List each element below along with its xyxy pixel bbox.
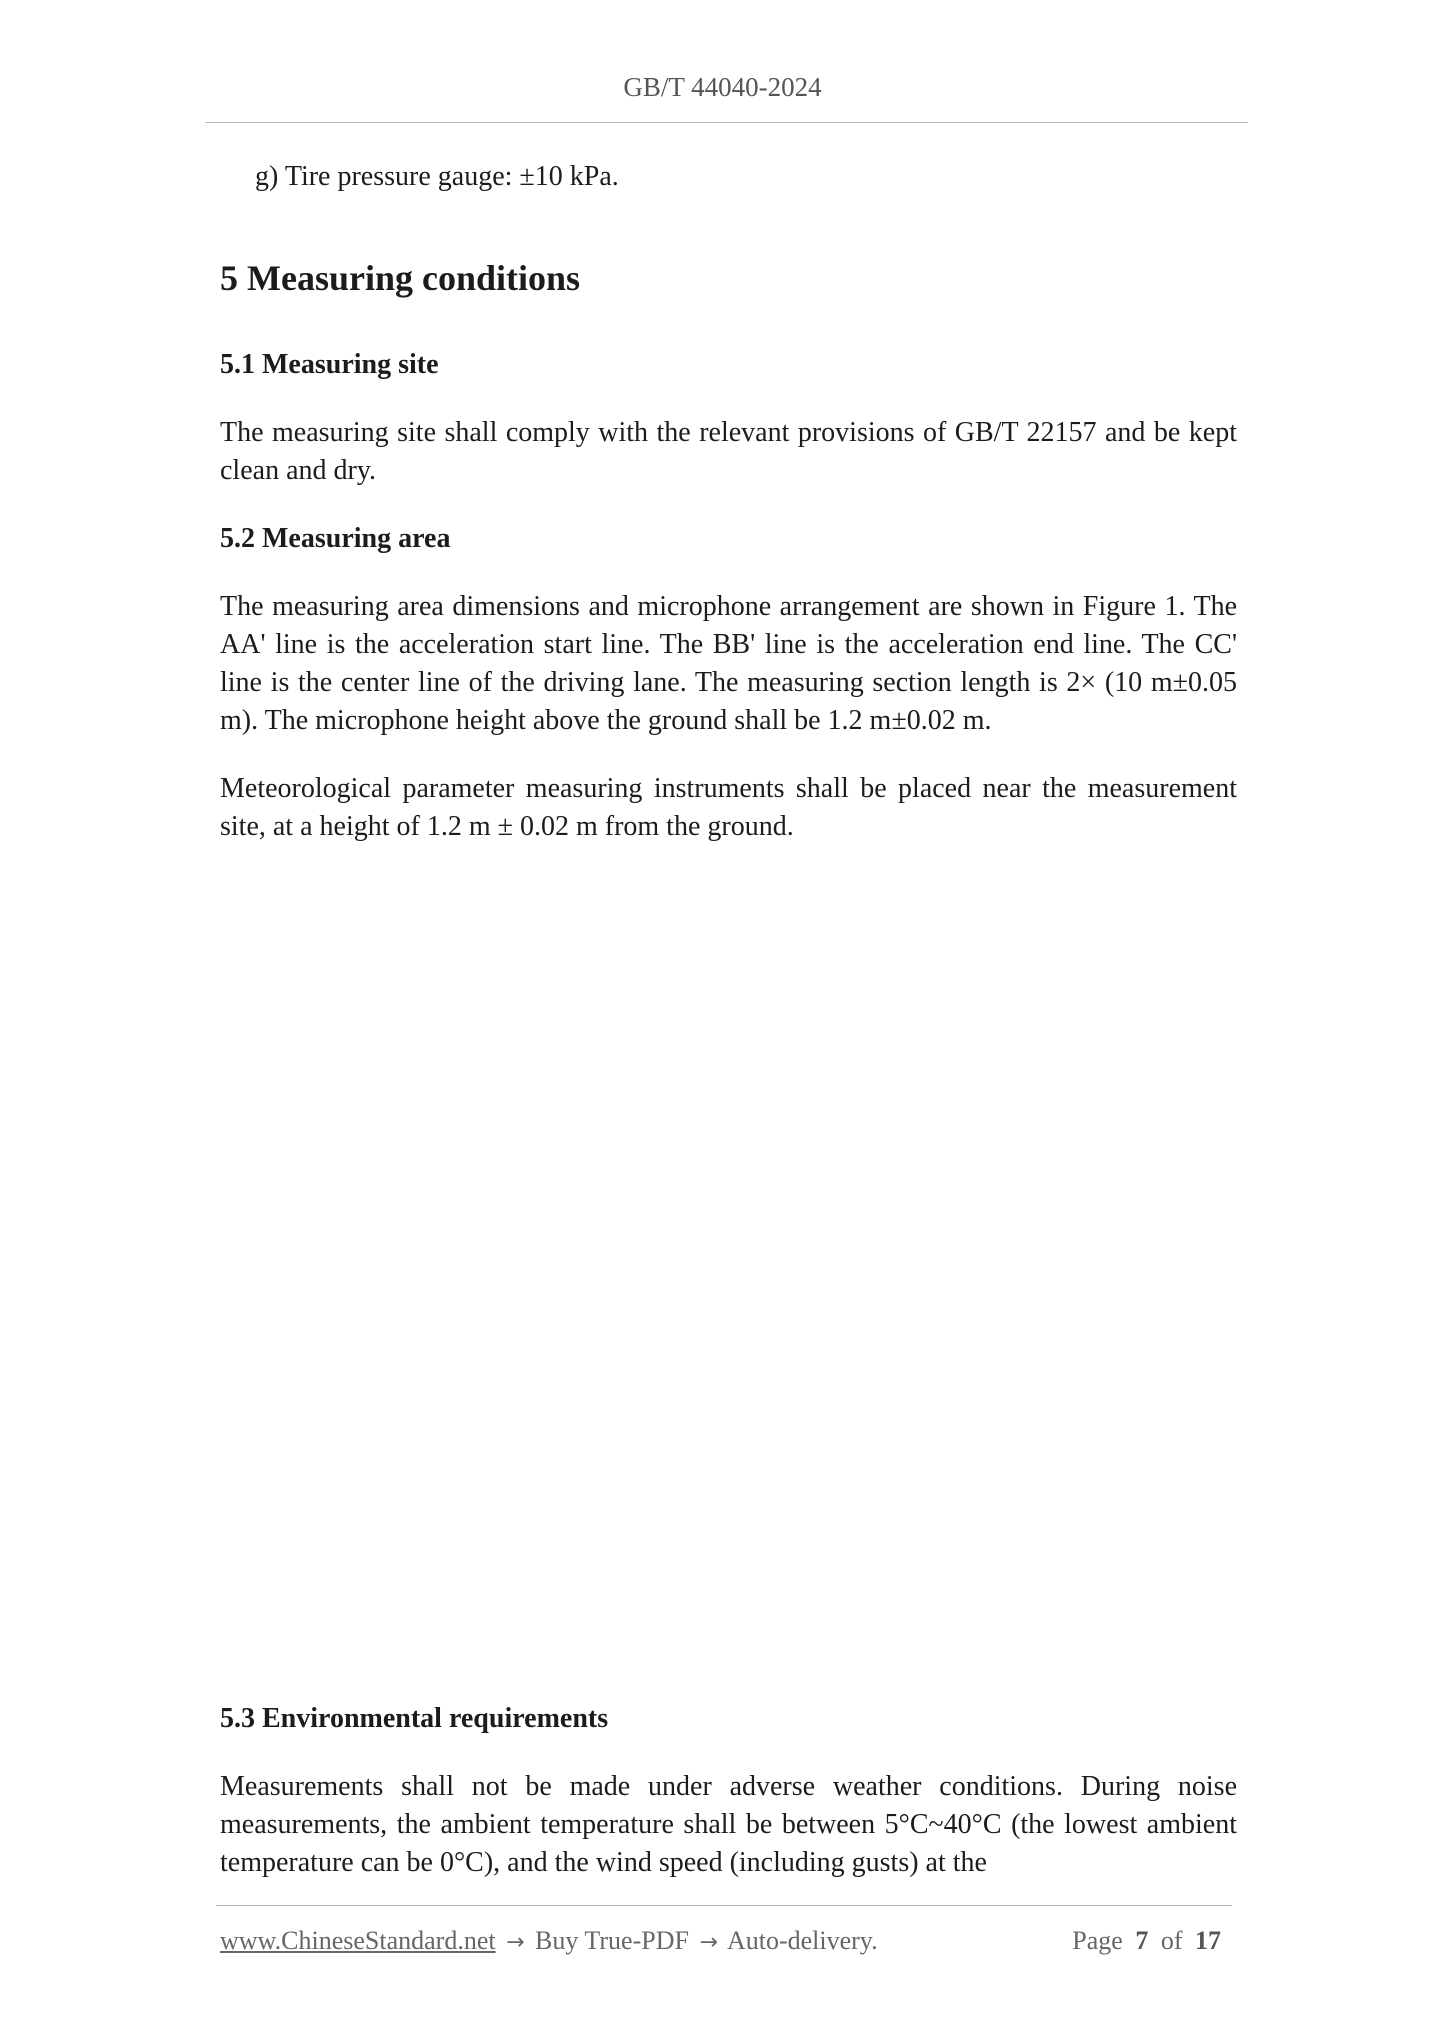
section-5-2-paragraph-2: Meteorological parameter measuring instruments shall be placed near the measurement site, at a height of 1.2 m ± 0.02 m from the ground. (220, 773, 1237, 842)
page-indicator (1072, 1924, 1227, 1958)
page-total: 17 (1195, 1926, 1221, 1955)
page-number: 7 (1135, 1926, 1149, 1955)
section-5-1-paragraph: The measuring site shall comply with the relevant provisions of GB/T 22157 and be kept clean and dry. (220, 417, 1237, 486)
website-link[interactable]: www.ChineseStandard.net (220, 1926, 496, 1955)
footer-links (220, 1924, 878, 1960)
of-label: of (1160, 1926, 1183, 1955)
header-divider (205, 122, 1248, 123)
buy-true-pdf-text: Buy True-PDF (535, 1926, 689, 1955)
auto-delivery-text: Auto-delivery. (726, 1926, 878, 1955)
page-label: Page (1072, 1926, 1123, 1955)
section-5-1-heading: 5.1 Measuring site (220, 349, 439, 380)
footer-divider (216, 1905, 1232, 1906)
section-5-heading: 5 Measuring conditions (220, 258, 581, 298)
section-5-2-paragraph-1: The measuring area dimensions and microphone arrangement are shown in Figure 1. The AA' line is the acceleration start line. The BB' line is the acceleration end line. The CC' line is the center line of the driving lane. The measuring section length is 2× (10 m±0.05 m). The microphone height above the ground shall be 1.2 m±0.02 m. (220, 591, 1237, 736)
arrow-right-icon: → (699, 1930, 718, 1955)
section-5-2-heading: 5.2 Measuring area (220, 523, 451, 554)
arrow-right-icon: → (506, 1930, 525, 1955)
header-standard-number: GB/T 44040-2024 (623, 72, 822, 102)
list-item-g: g) Tire pressure gauge: ±10 kPa. (255, 161, 619, 192)
section-5-3-heading: 5.3 Environmental requirements (220, 1703, 609, 1734)
section-5-3-paragraph: Measurements shall not be made under adverse weather conditions. During noise measurements, the ambient temperature shall be between 5°C~40°C (the lowest ambient temperature can be 0°C), and the wind speed (including gusts) at the (220, 1771, 1237, 1878)
